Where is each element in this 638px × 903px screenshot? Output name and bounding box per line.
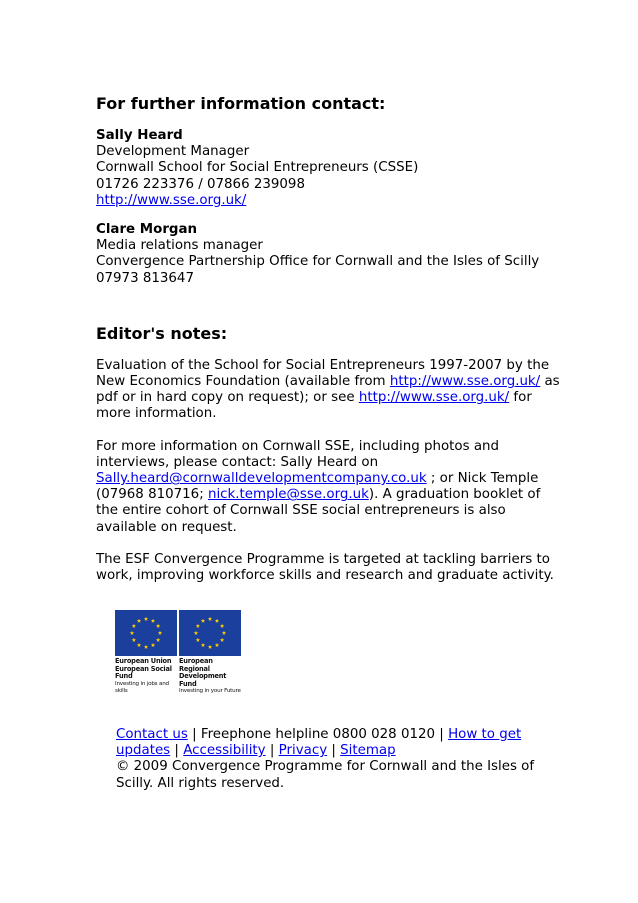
contact-title: Development Manager xyxy=(96,144,250,160)
star-icon xyxy=(220,638,224,642)
star-icon xyxy=(130,631,134,635)
star-icon xyxy=(201,643,205,647)
sse-link[interactable]: http://www.sse.org.uk/ xyxy=(358,390,510,406)
contact-phone: 07973 813647 xyxy=(96,270,194,286)
star-icon xyxy=(137,643,141,647)
sally-heard-email-link[interactable]: Sally.heard@cornwalldevelopmentcompany.co.uk xyxy=(96,471,427,487)
star-icon xyxy=(196,638,200,642)
star-icon xyxy=(132,624,136,628)
footer-links: Contact us | Freephone helpline 0800 028 0120 | How to get updates | Accessibility | Privacy | Sitemap xyxy=(116,727,522,759)
star-icon xyxy=(132,638,136,642)
eu-funding-logo xyxy=(115,610,247,695)
editor-note-evaluation: Evaluation of the School for Social Entrepreneurs 1997-2007 by the New Economics Foundation (available from http://www.sse.org.uk/ as pdf or in hard copy on request); or see http://www.sse.org.uk/ for more information. xyxy=(96,357,560,422)
star-icon xyxy=(137,619,141,623)
contact-us-link[interactable]: Contact us xyxy=(116,727,188,742)
star-icon xyxy=(196,624,200,628)
erdf-caption: European Regional Development Fund Investing in your Future xyxy=(179,657,241,695)
main-content xyxy=(96,94,566,600)
eu-stars-icon xyxy=(179,610,241,656)
contact-org: Convergence Partnership Office for Cornwall and the Isles of Scilly xyxy=(96,254,540,270)
star-icon xyxy=(151,619,155,623)
sitemap-link[interactable]: Sitemap xyxy=(340,743,396,759)
star-icon xyxy=(208,617,212,621)
contact-name: Sally Heard xyxy=(96,128,183,143)
editors-notes-heading: Editor's notes: xyxy=(96,323,228,343)
how-to-get-updates-link[interactable]: How to get updates xyxy=(116,727,522,759)
editor-note-contact: For more information on Cornwall SSE, including photos and interviews, please contact: Sally Heard on Sally.heard@cornwalldevelopmentcompany.co.uk ; or Nick Temple (07968 810716; nick.temple@sse.org.uk). A graduation booklet of the entire cohort of Cornwall SSE social entrepreneurs is also available on request. xyxy=(96,438,541,535)
accessibility-link[interactable]: Accessibility xyxy=(183,743,266,759)
copyright: © 2009 Convergence Programme for Cornwall and the Isles of Scilly. All rights reserved. xyxy=(116,759,535,791)
contact-clare-morgan xyxy=(96,222,566,287)
contact-phone: 01726 223376 / 07866 239098 xyxy=(96,176,305,192)
editor-note-esf: The ESF Convergence Programme is targeted at tackling barriers to work, improving workforce skills and research and graduate activity. xyxy=(96,551,554,584)
contact-heading: For further information contact: xyxy=(96,94,386,113)
eu-flag-icon xyxy=(179,610,241,656)
star-icon xyxy=(151,643,155,647)
star-icon xyxy=(144,617,148,621)
star-icon xyxy=(201,619,205,623)
star-icon xyxy=(158,631,162,635)
sse-link[interactable]: http://www.sse.org.uk/ xyxy=(389,374,541,390)
contact-title: Media relations manager xyxy=(96,238,263,254)
contact-name: Clare Morgan xyxy=(96,222,198,238)
eu-flag-icon xyxy=(115,610,177,656)
star-icon xyxy=(194,631,198,635)
star-icon xyxy=(220,624,224,628)
eu-stars-icon xyxy=(115,610,177,656)
esf-caption: European Union European Social Fund Investing in jobs and skills xyxy=(115,657,172,695)
star-icon xyxy=(156,638,160,642)
nick-temple-email-link[interactable]: nick.temple@sse.org.uk xyxy=(207,487,369,503)
privacy-link[interactable]: Privacy xyxy=(278,743,328,759)
contact-org: Cornwall School for Social Entrepreneurs (CSSE) xyxy=(96,160,419,176)
star-icon xyxy=(215,619,219,623)
star-icon xyxy=(144,645,148,649)
page-footer xyxy=(116,727,536,792)
star-icon xyxy=(215,643,219,647)
contact-sally-heard xyxy=(96,128,566,209)
star-icon xyxy=(208,645,212,649)
star-icon xyxy=(222,631,226,635)
contact-website-link[interactable]: http://www.sse.org.uk/ xyxy=(96,192,247,208)
star-icon xyxy=(156,624,160,628)
